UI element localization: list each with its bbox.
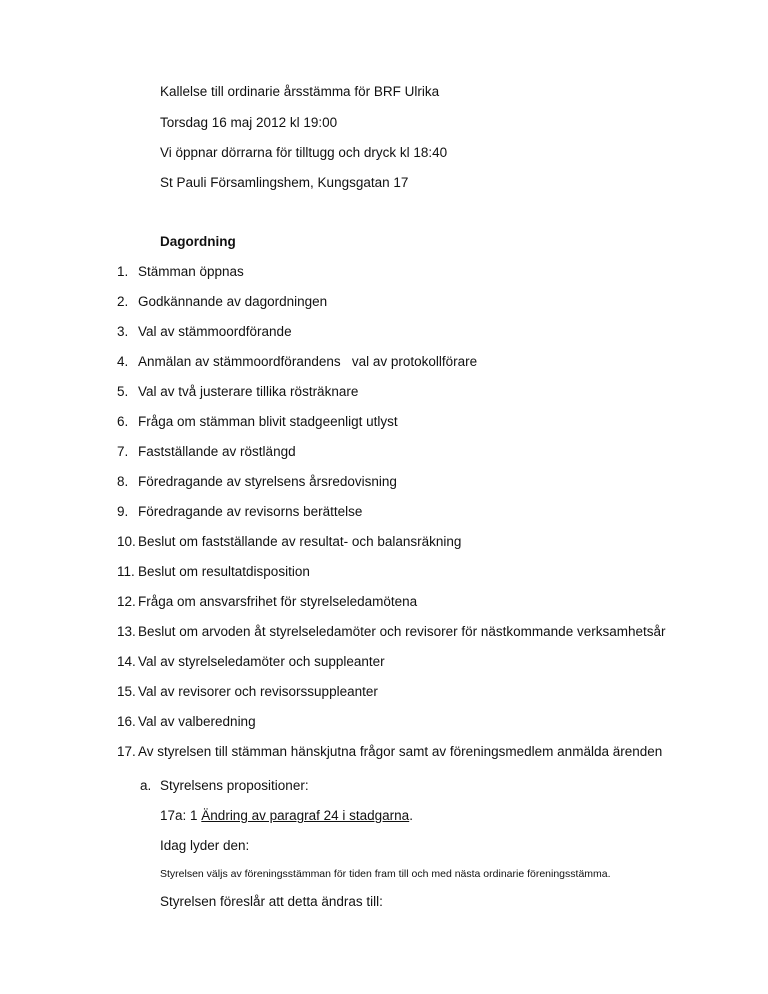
item-number: 7. [117, 444, 129, 459]
item-text: Beslut om fastställande av resultat- och balansräkning [138, 534, 462, 549]
item-text: Fråga om stämman blivit stadgeenligt utlyst [138, 414, 398, 429]
notice-title: Kallelse till ordinarie årsstämma för BRF Ulrika [160, 84, 440, 99]
item-text: Godkännande av dagordningen [138, 294, 328, 309]
item-number: 5. [117, 384, 129, 399]
item-number: 15. [117, 684, 136, 699]
item-text: Stämman öppnas [138, 264, 244, 279]
item-number: 1. [117, 264, 129, 279]
agenda-heading: Dagordning [160, 234, 236, 249]
proposition-number: 17a: 1 [160, 808, 202, 823]
item-text: Val av två justerare tillika rösträknare [138, 384, 359, 399]
item-text: Val av revisorer och revisorssuppleanter [138, 684, 378, 699]
item-number: 3. [117, 324, 129, 339]
item-number: 4. [117, 354, 129, 369]
item-number: 16. [117, 714, 136, 729]
item-number: 11. [117, 564, 135, 579]
meeting-date: Torsdag 16 maj 2012 kl 19:00 [160, 115, 338, 130]
item-number: 8. [117, 474, 129, 489]
proposition-period: . [409, 808, 413, 823]
item-number: 14. [117, 654, 136, 669]
item-text: Av styrelsen till stämman hänskjutna frågor samt av föreningsmedlem anmälda ärenden [138, 744, 663, 759]
item-number: 12. [117, 594, 136, 609]
meeting-place: St Pauli Församlingshem, Kungsgatan 17 [160, 175, 409, 190]
item-number: 6. [117, 414, 129, 429]
item-number: 13. [117, 624, 136, 639]
item-number: 10. [117, 534, 136, 549]
current-wording-label: Idag lyder den: [160, 838, 250, 853]
item-text: Val av stämmoordförande [138, 324, 292, 339]
doors-open-note: Vi öppnar dörrarna för tilltugg och dryck kl 18:40 [160, 145, 448, 160]
item-text: Anmälan av stämmoordförandens val av protokollförare [138, 354, 478, 369]
item-text: Beslut om resultatdisposition [138, 564, 310, 579]
proposed-wording-label: Styrelsen föreslår att detta ändras till: [160, 894, 383, 909]
item-number: 17. [117, 744, 136, 759]
item-number: 2. [117, 294, 129, 309]
current-wording-text: Styrelsen väljs av föreningsstämman för tiden fram till och med nästa ordinarie föreningsstämma. [160, 868, 611, 880]
item-text: Fråga om ansvarsfrihet för styrelseledamötena [138, 594, 418, 609]
item-text: Föredragande av styrelsens årsredovisning [138, 474, 397, 489]
sub-item-label: Styrelsens propositioner: [160, 778, 309, 793]
proposition-link[interactable]: Ändring av paragraf 24 i stadgarna [201, 808, 410, 823]
proposition-line [160, 808, 413, 823]
item-text: Föredragande av revisorns berättelse [138, 504, 363, 519]
item-text: Val av styrelseledamöter och suppleanter [138, 654, 385, 669]
item-text: Fastställande av röstlängd [138, 444, 296, 459]
item-number: 9. [117, 504, 129, 519]
item-text: Val av valberedning [138, 714, 256, 729]
item-text: Beslut om arvoden åt styrelseledamöter och revisorer för nästkommande verksamhetsår [138, 624, 666, 639]
sub-item-letter: a. [140, 778, 152, 793]
